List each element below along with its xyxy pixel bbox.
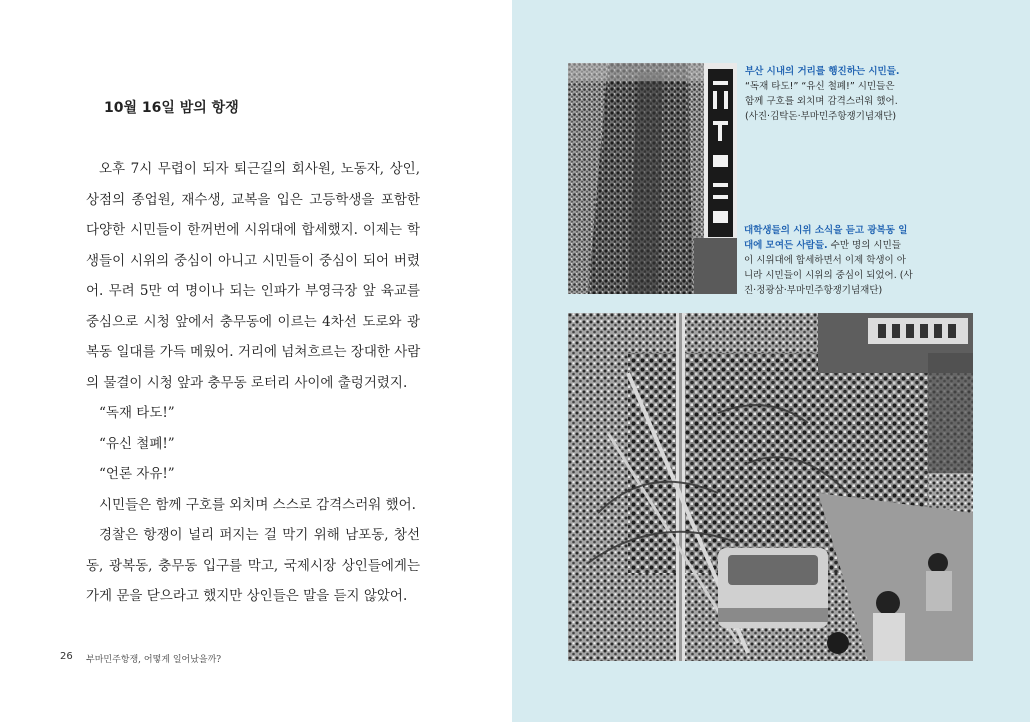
body-line: 다양한 시민들이 한꺼번에 시위대에 합세했지. 이제는 학: [86, 222, 420, 238]
caption-2-title-end: 대에 모여든 사람들.: [744, 240, 828, 251]
slogan-quote: “언론 자유!”: [99, 466, 175, 482]
photo-marching-crowd-image: [568, 63, 737, 294]
photo-gathered-crowd: [568, 313, 973, 661]
body-line: 오후 7시 무렵이 되자 퇴근길의 회사원, 노동자, 상인,: [99, 161, 420, 177]
photo-caption-1: [745, 64, 975, 124]
body-line: 경찰은 항쟁이 널리 퍼지는 걸 막기 위해 남포동, 창선: [99, 527, 420, 543]
photo-gathered-crowd-image: [568, 313, 973, 661]
left-page: [0, 0, 512, 722]
body-text: [86, 154, 420, 612]
body-line: 의 물결이 시청 앞과 충무동 로터리 사이에 출렁거렸지.: [86, 374, 408, 391]
caption-2-line: 니라 시민들이 시위의 중심이 되었어. (사: [744, 270, 913, 281]
slogan-quote: “독재 타도!”: [99, 405, 175, 421]
caption-2-title: 대학생들의 시위 소식을 듣고 광복동 일: [744, 225, 908, 236]
page-number: 26: [60, 651, 73, 662]
photo-caption-2: [744, 223, 976, 298]
section-heading: 10월 16일 밤의 항쟁: [104, 100, 239, 116]
body-line: 어. 무려 5만 여 명이나 되는 인파가 부영극장 앞 육교를: [86, 283, 420, 299]
body-line: 동, 광복동, 충무동 입구를 막고, 국제시장 상인들에게는: [86, 557, 420, 574]
body-line: 생들이 시위의 중심이 아니고 시민들이 중심이 되어 버렸: [86, 252, 420, 269]
caption-1-line: “독재 타도!” “유신 철폐!” 시민들은: [745, 81, 895, 92]
running-title: 부마민주항쟁, 어떻게 일어났을까?: [86, 655, 222, 665]
body-line: 복동 일대를 가득 메웠어. 거리에 넘쳐흐르는 장대한 사람: [86, 344, 421, 360]
body-line: 시민들은 함께 구호를 외치며 스스로 감격스러워 했어.: [99, 496, 416, 513]
caption-2-credit: 진·정광삼·부마민주항쟁기념재단): [744, 285, 883, 296]
body-line: 상점의 종업원, 재수생, 교복을 입은 고등학생을 포함한: [86, 191, 420, 208]
caption-2-line: [744, 238, 976, 253]
slogan-quote: “유신 철폐!”: [99, 435, 175, 452]
body-line: 가게 문을 닫으라고 했지만 상인들은 말을 듣지 않았어.: [86, 588, 408, 604]
photo-marching-crowd: [568, 63, 737, 294]
caption-2-text: 수만 명의 시민들: [827, 240, 901, 251]
caption-1-line: 함께 구호를 외치며 감격스러워 했어.: [745, 96, 898, 107]
caption-1-credit: (사진·김탁돈·부마민주항쟁기념재단): [745, 111, 897, 122]
caption-2-line: 이 시위대에 합세하면서 이제 학생이 아: [744, 255, 906, 266]
caption-1-title: 부산 시내의 거리를 행진하는 시민들.: [745, 66, 900, 77]
body-line: 중심으로 시청 앞에서 충무동에 이르는 4차선 도로와 광: [86, 313, 420, 330]
